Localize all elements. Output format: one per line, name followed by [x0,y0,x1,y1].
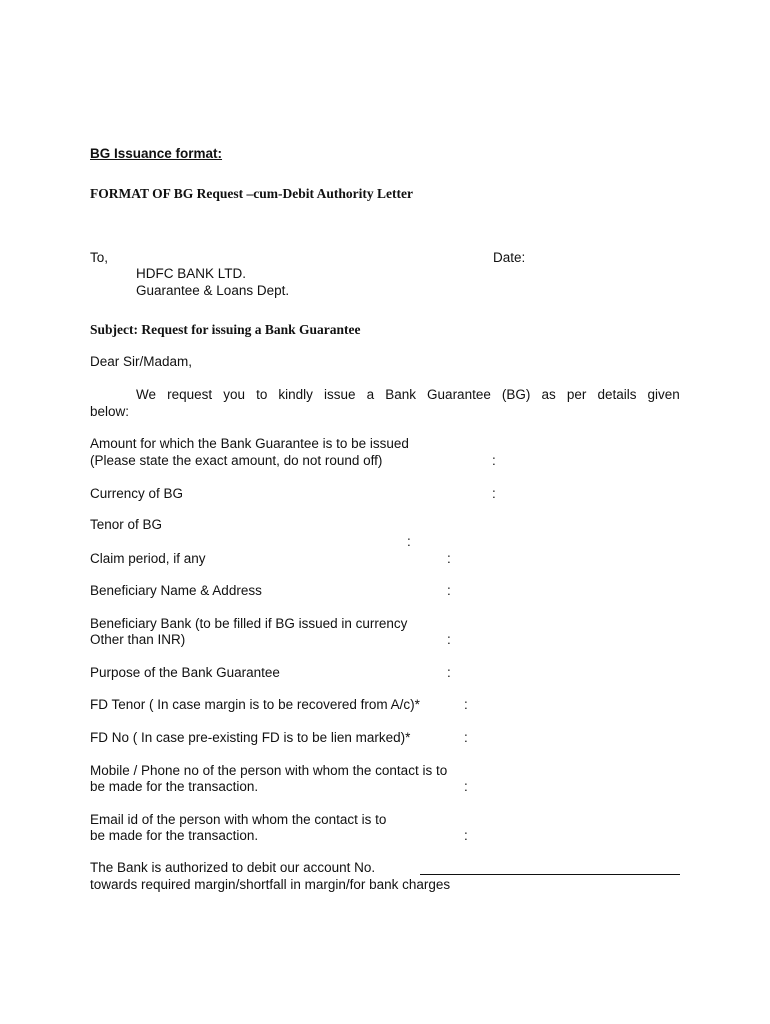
format-title: FORMAT OF BG Request –cum-Debit Authority Letter [90,186,413,201]
debit-authorization-continuation: towards required margin/shortfall in margin/for bank charges [90,877,451,892]
intro-word: Guarantee [427,387,491,402]
field-beneficiary-bank-note: Other than INR) [90,632,186,647]
intro-paragraph-line [90,387,680,402]
field-fd-tenor-colon: : [464,697,468,712]
bank-department: Guarantee & Loans Dept. [136,283,290,298]
field-beneficiary-colon: : [447,583,451,598]
subject-line: Subject: Request for issuing a Bank Guarantee [90,322,361,337]
intro-word: as [541,387,556,402]
field-fd-no-label: FD No ( In case pre-existing FD is to be lien marked)* [90,730,411,745]
to-label: To, [90,250,109,265]
field-beneficiary-label: Beneficiary Name & Address [90,583,262,598]
intro-word: to [256,387,268,402]
field-tenor-colon: : [407,534,411,549]
intro-word: a [366,387,375,402]
field-claim-label: Claim period, if any [90,551,206,566]
field-purpose-label: Purpose of the Bank Guarantee [90,665,280,680]
intro-paragraph-continuation: below: [90,404,130,419]
intro-word: We [136,387,157,402]
field-beneficiary-bank-label: Beneficiary Bank (to be filled if BG issued in currency [90,616,408,631]
field-mobile-note: be made for the transaction. [90,779,259,794]
field-mobile-colon: : [464,779,468,794]
intro-word: issue [324,387,356,402]
intro-word: Bank [385,387,416,402]
field-beneficiary-bank-colon: : [447,632,451,647]
field-currency-label: Currency of BG [90,486,184,501]
account-number-blank-line [420,874,680,875]
field-email-note: be made for the transaction. [90,828,259,843]
intro-word: given [647,387,680,402]
salutation: Dear Sir/Madam, [90,354,193,369]
date-label: Date: [493,250,526,265]
intro-word: per [566,387,587,402]
field-tenor-label: Tenor of BG [90,517,163,532]
field-purpose-colon: : [447,665,451,680]
field-currency-colon: : [492,486,496,501]
field-amount-colon: : [492,453,496,468]
field-amount-label: Amount for which the Bank Guarantee is to be issued [90,436,409,451]
document-heading: BG Issuance format: [90,146,223,161]
intro-word: request [167,387,213,402]
intro-word: you [223,387,245,402]
intro-word: kindly [278,387,313,402]
field-claim-colon: : [447,551,451,566]
field-amount-note: (Please state the exact amount, do not round off) [90,453,383,468]
field-fd-tenor-label: FD Tenor ( In case margin is to be recovered from A/c)* [90,697,420,712]
bank-name: HDFC BANK LTD. [136,266,247,281]
field-email-label: Email id of the person with whom the contact is to [90,812,387,827]
field-email-colon: : [464,828,468,843]
field-mobile-label: Mobile / Phone no of the person with whom the contact is to [90,763,448,778]
intro-word: (BG) [501,387,531,402]
debit-authorization-text: The Bank is authorized to debit our account No. [90,860,376,875]
intro-word: details [597,387,637,402]
field-fd-no-colon: : [464,730,468,745]
